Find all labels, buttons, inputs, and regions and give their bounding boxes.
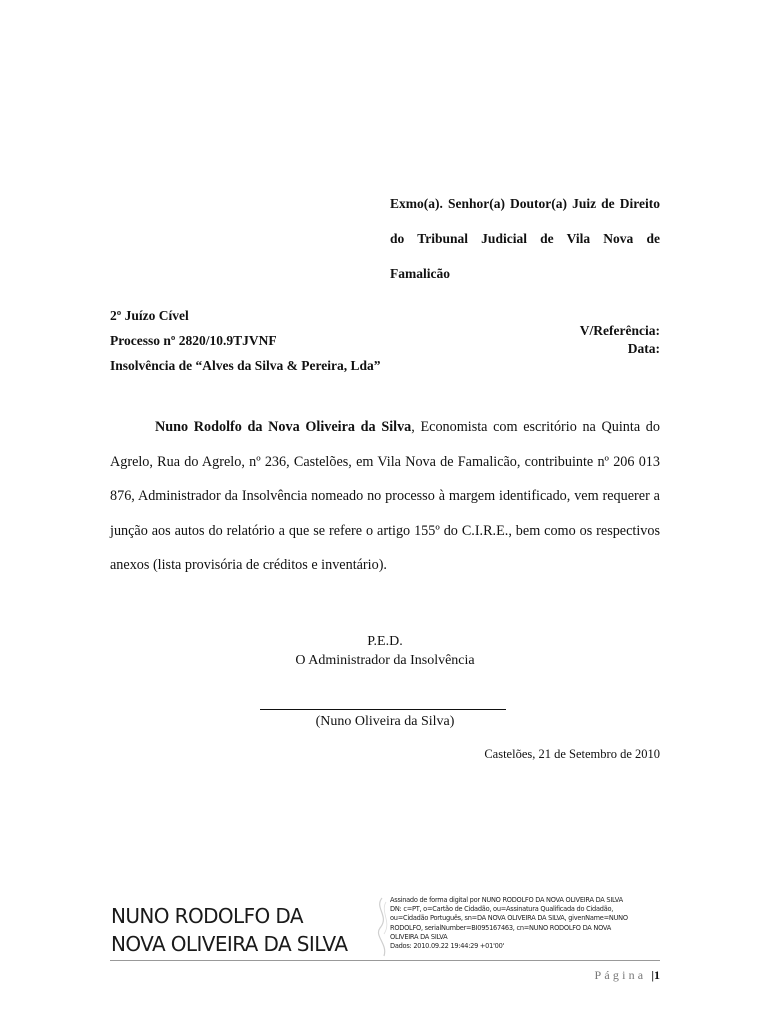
digital-signature-name xyxy=(111,902,391,958)
closing-role: O Administrador da Insolvência xyxy=(295,653,475,668)
signer-name: (Nuno Oliveira da Silva) xyxy=(315,714,455,729)
body-paragraph xyxy=(110,410,660,583)
digital-signature-detail: Dados: 2010.09.22 19:44:29 +01'00' xyxy=(390,942,505,951)
digital-signature-detail: OLIVEIRA DA SILVA xyxy=(390,932,448,941)
addressee-line: Exmo(a). Senhor(a) Doutor(a) Juiz de xyxy=(390,196,615,211)
digital-signature-detail: ou=Cidadão Português, sn=DA NOVA OLIVEIRA DA SILVA, givenName=NUNO xyxy=(390,914,628,923)
body-text: , Economista com escritório na Quinta do Agrelo, Rua do Agrelo, nº 236, Castelões, em Vila Nova de Famalicão, contribuinte nº 206 013 876, Administrador da Insolvência nomeado no processo à margem identificado, vem requerer a junção aos autos do relatório a que se refere o artigo 155º do C.I.R.E., bem como os respectivos anexos (lista provisória de créditos e inventário). xyxy=(110,419,660,574)
page-footer xyxy=(594,967,660,983)
page-number: 1 xyxy=(654,968,660,982)
reference-block xyxy=(580,322,660,358)
digital-signature-name-line: NOVA OLIVEIRA DA SILVA xyxy=(111,932,348,956)
closing-block xyxy=(185,632,585,670)
digital-signature-details xyxy=(390,896,660,951)
court-section: 2º Juízo Cível xyxy=(110,308,189,323)
addressee-line: Nova de Famalicão xyxy=(390,231,660,281)
digital-signature-detail: DN: c=PT, o=Cartão de Cidadão, ou=Assinatura Qualificada do Cidadão, xyxy=(390,905,614,914)
page-separator: | xyxy=(651,968,654,982)
digital-signature-detail: Assinado de forma digital por NUNO RODOLFO DA NOVA OLIVEIRA DA SILVA xyxy=(390,896,623,904)
case-subject: Insolvência de “Alves da Silva & Pereira, Lda” xyxy=(110,358,381,373)
date-label: Data: xyxy=(627,341,660,356)
signature-line xyxy=(260,709,506,710)
reference-label: V/Referência: xyxy=(579,323,660,338)
footer-rule xyxy=(110,960,660,961)
sender-name: Nuno Rodolfo da Nova Oliveira da Silva xyxy=(155,419,412,436)
digital-signature-name-line: NUNO RODOLFO DA xyxy=(111,904,303,928)
addressee-line: Direito do Tribunal Judicial de Vila xyxy=(390,196,660,246)
closing-ped: P.E.D. xyxy=(367,634,403,649)
place-date: Castelões, 21 de Setembro de 2010 xyxy=(484,747,660,761)
addressee-block xyxy=(390,186,660,291)
digital-signature-detail: RODOLFO, serialNumber=BI095167463, cn=NUNO RODOLFO DA NOVA xyxy=(390,923,611,932)
case-info-block xyxy=(110,303,470,378)
page-label: Página xyxy=(594,968,647,982)
process-number: Processo nº 2820/10.9TJVNF xyxy=(110,333,277,348)
